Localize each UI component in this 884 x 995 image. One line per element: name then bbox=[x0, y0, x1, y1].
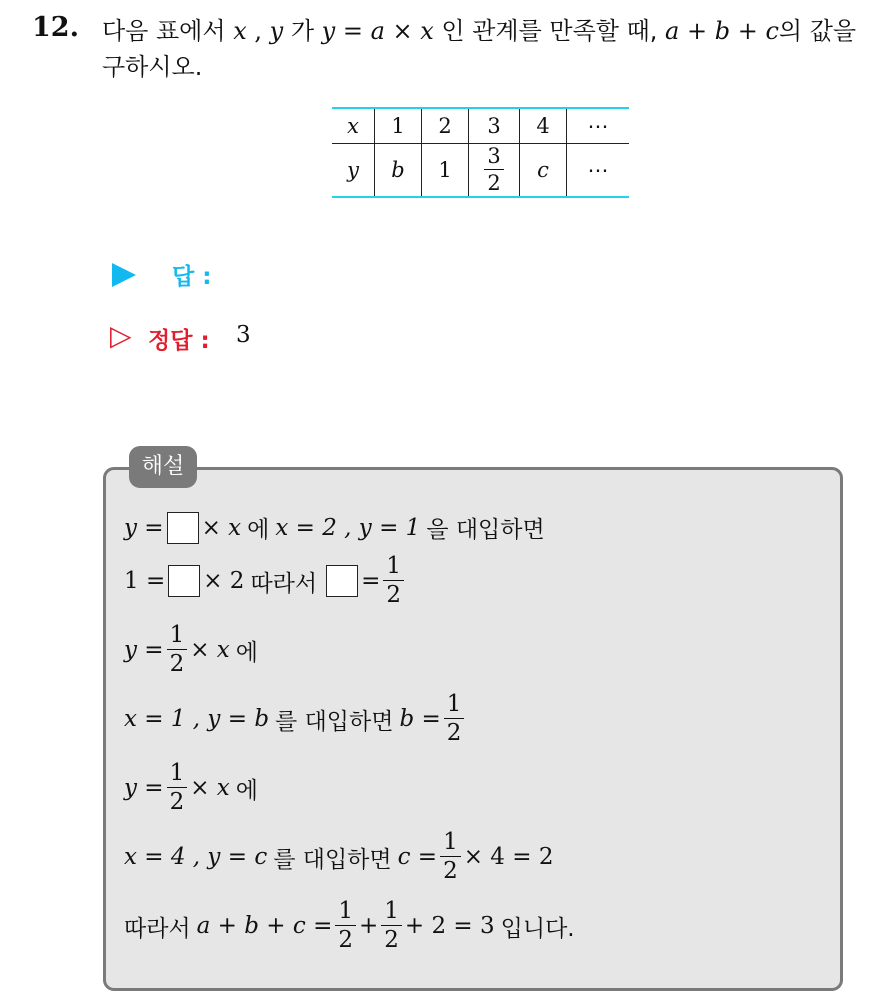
table-row bbox=[332, 144, 629, 198]
table-cell: c bbox=[520, 144, 567, 198]
answer-play-icon bbox=[112, 263, 136, 287]
relation-formula: y = a × x bbox=[321, 17, 434, 45]
solution-line-1: y = × x 에 x = 2 , y = 1 을 대입하면 bbox=[124, 511, 545, 544]
table-cell: b bbox=[375, 144, 422, 198]
table-cell: ⋯ bbox=[567, 108, 630, 144]
table-cell: 1 bbox=[422, 144, 469, 198]
table-cell: 3 bbox=[469, 108, 520, 144]
table-cell: 1 bbox=[375, 108, 422, 144]
blank-box bbox=[168, 565, 200, 597]
question-text-line1 bbox=[102, 14, 856, 48]
blank-box bbox=[167, 512, 199, 544]
fraction: $\frac{1}{2}$ bbox=[381, 900, 402, 952]
comma: , bbox=[246, 17, 270, 45]
table-cell: 4 bbox=[520, 108, 567, 144]
question-text: 가 bbox=[283, 17, 322, 45]
fraction: $\frac{1}{2}$ bbox=[167, 762, 188, 814]
solution-line-3: y = $\frac{1}{2}$ × x 에 bbox=[124, 622, 258, 677]
value-table bbox=[332, 107, 629, 198]
solution-tab: 해설 bbox=[129, 446, 197, 488]
question-text: 인 관계를 만족할 때, bbox=[433, 17, 666, 45]
answer-label: 답 : bbox=[172, 264, 212, 290]
fraction: $\frac{1}{2}$ bbox=[440, 831, 461, 883]
fraction: $\frac{1}{2}$ bbox=[444, 693, 465, 745]
blank-box bbox=[326, 565, 358, 597]
table-cell: x bbox=[332, 108, 375, 144]
question-text: 다음 표에서 bbox=[102, 17, 234, 45]
solution-line-7: 따라서 a + b + c = $\frac{1}{2}$ + $\frac{1}{2}$ + 2 = 3 입니다. bbox=[124, 898, 575, 953]
var-y: y bbox=[269, 17, 284, 45]
correct-triangle-icon: ▷ bbox=[110, 319, 132, 352]
solution-line-2: 1 = × 2 따라서 = $\frac{1}{2}$ bbox=[124, 555, 407, 607]
fraction: $\frac{1}{2}$ bbox=[383, 555, 404, 607]
fraction: $\frac{1}{2}$ bbox=[167, 624, 188, 676]
correct-value: 3 bbox=[236, 322, 251, 348]
question-number: 12. bbox=[32, 12, 79, 43]
solution-line-6: x = 4 , y = c 를 대입하면 c = $\frac{1}{2}$ × 4 = 2 bbox=[124, 829, 554, 884]
table-cell: ⋯ bbox=[567, 144, 630, 198]
solution-line-4: x = 1 , y = b 를 대입하면 b = $\frac{1}{2}$ bbox=[124, 693, 467, 745]
table-row bbox=[332, 108, 629, 144]
fraction: $\frac{1}{2}$ bbox=[335, 900, 356, 952]
table-cell: y bbox=[347, 158, 359, 182]
solution-line-5: y = $\frac{1}{2}$ × x 에 bbox=[124, 760, 258, 815]
correct-label: 정답 : bbox=[148, 328, 210, 354]
question-text: 의 값을 bbox=[778, 17, 857, 45]
table-cell-fraction bbox=[469, 144, 520, 198]
question-text-line2: 구하시오. bbox=[102, 53, 203, 81]
var-x: x bbox=[233, 17, 247, 45]
sum-expression: a + b + c bbox=[665, 17, 779, 45]
fraction: $\frac{3}{2}$ bbox=[484, 146, 503, 194]
table-cell: 2 bbox=[422, 108, 469, 144]
